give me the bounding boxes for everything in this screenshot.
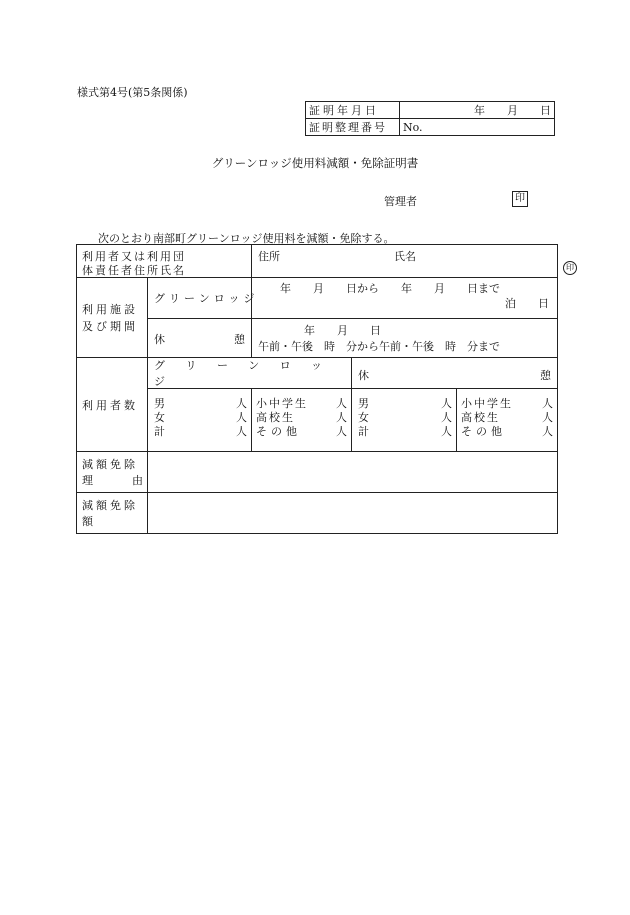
lodge-highschool-label: 高校生 bbox=[256, 411, 295, 424]
facility-label-line1: 利用施設 bbox=[82, 302, 138, 316]
cert-number-field[interactable]: No. bbox=[400, 119, 555, 136]
intro-statement: 次のとおり南部町グリーンロッジ使用料を減額・免除する。 bbox=[98, 232, 395, 245]
lodge-period: 年 月 日から 年 月 日まで bbox=[280, 282, 500, 295]
lodge-male-unit: 人 bbox=[236, 397, 247, 410]
form-number: 様式第4号(第5条関係) bbox=[77, 86, 188, 99]
lodge-adults-field[interactable] bbox=[148, 389, 252, 452]
rest-highschool-label: 高校生 bbox=[461, 411, 500, 424]
cert-date-label: 証明年月日 bbox=[306, 102, 400, 119]
certificate-info-table bbox=[305, 101, 555, 136]
rest-total-unit: 人 bbox=[441, 425, 452, 438]
applicant-label-line2: 体責任者住所氏名 bbox=[82, 264, 186, 277]
document-title: グリーンロッジ使用料減額・免除証明書 bbox=[211, 156, 419, 170]
amount-field[interactable] bbox=[148, 493, 558, 534]
rest-period-field[interactable] bbox=[252, 319, 558, 358]
lodge-highschool-unit: 人 bbox=[336, 411, 347, 424]
users-rest-header-2: 憩 bbox=[540, 369, 552, 382]
lodge-label-cell bbox=[148, 278, 259, 319]
rest-label-2: 憩 bbox=[234, 333, 245, 346]
rest-elementary-unit: 人 bbox=[542, 397, 554, 410]
applicant-label-line1: 利用者又は利用団 bbox=[82, 250, 186, 263]
users-rest-header bbox=[352, 358, 558, 389]
users-label-cell bbox=[77, 358, 148, 452]
rest-elementary-label: 小中学生 bbox=[461, 397, 513, 410]
rest-highschool-unit: 人 bbox=[542, 411, 554, 424]
reason-label-line1: 減額免除 bbox=[82, 458, 138, 471]
rest-other-unit: 人 bbox=[542, 425, 554, 438]
lodge-elementary-unit: 人 bbox=[336, 397, 347, 410]
users-lodge-header bbox=[148, 358, 352, 389]
lodge-male-label: 男 bbox=[154, 397, 165, 410]
applicant-field[interactable] bbox=[252, 245, 574, 278]
cert-date-field[interactable]: 年 月 日 bbox=[400, 102, 555, 119]
lodge-total-label: 計 bbox=[154, 425, 165, 438]
applicant-label-cell bbox=[77, 245, 252, 278]
rest-total-label: 計 bbox=[358, 425, 369, 438]
lodge-other-label: その他 bbox=[256, 425, 301, 438]
seal-mark-icon: 印 bbox=[512, 191, 528, 207]
rest-date: 年 月 日 bbox=[304, 324, 381, 337]
rest-students-field[interactable] bbox=[457, 389, 558, 452]
lodge-nights: 泊 日 bbox=[505, 297, 550, 310]
administrator-label: 管理者 bbox=[384, 195, 417, 208]
rest-female-unit: 人 bbox=[441, 411, 452, 424]
main-form-table bbox=[76, 244, 574, 534]
amount-label-line1: 減額免除 bbox=[82, 499, 138, 512]
lodge-other-unit: 人 bbox=[336, 425, 347, 438]
amount-label-cell bbox=[77, 493, 148, 534]
lodge-label: グリーンロッジ bbox=[154, 292, 259, 305]
rest-male-unit: 人 bbox=[441, 397, 452, 410]
rest-time: 午前・午後 時 分から午前・午後 時 分まで bbox=[258, 340, 500, 353]
facility-label-cell bbox=[77, 278, 148, 358]
address-label: 住所 bbox=[258, 250, 280, 263]
rest-female-label: 女 bbox=[358, 411, 369, 424]
rest-other-label: その他 bbox=[461, 425, 506, 438]
lodge-students-field[interactable] bbox=[252, 389, 352, 452]
rest-adults-field[interactable] bbox=[352, 389, 457, 452]
name-label: 氏名 bbox=[394, 250, 416, 263]
amount-label-line2: 額 bbox=[82, 515, 93, 528]
users-lodge-header-text: グリーンロッジ bbox=[154, 359, 343, 388]
lodge-elementary-label: 小中学生 bbox=[256, 397, 308, 410]
reason-label-line2b: 由 bbox=[132, 474, 143, 487]
reason-label-cell bbox=[77, 452, 148, 493]
lodge-female-label: 女 bbox=[154, 411, 165, 424]
lodge-period-field[interactable] bbox=[252, 278, 558, 319]
facility-label-line2: 及び期間 bbox=[82, 319, 138, 333]
applicant-seal-icon: 印 bbox=[563, 261, 577, 275]
reason-field[interactable] bbox=[148, 452, 558, 493]
users-rest-header-1: 休 bbox=[358, 369, 369, 382]
cert-number-label: 証明整理番号 bbox=[306, 119, 400, 136]
reason-label-line2a: 理 bbox=[82, 474, 93, 487]
rest-label-cell bbox=[148, 319, 252, 358]
lodge-female-unit: 人 bbox=[236, 411, 247, 424]
rest-label-1: 休 bbox=[154, 333, 165, 346]
rest-male-label: 男 bbox=[358, 397, 369, 410]
lodge-total-unit: 人 bbox=[236, 425, 247, 438]
users-label: 利用者数 bbox=[82, 398, 138, 412]
